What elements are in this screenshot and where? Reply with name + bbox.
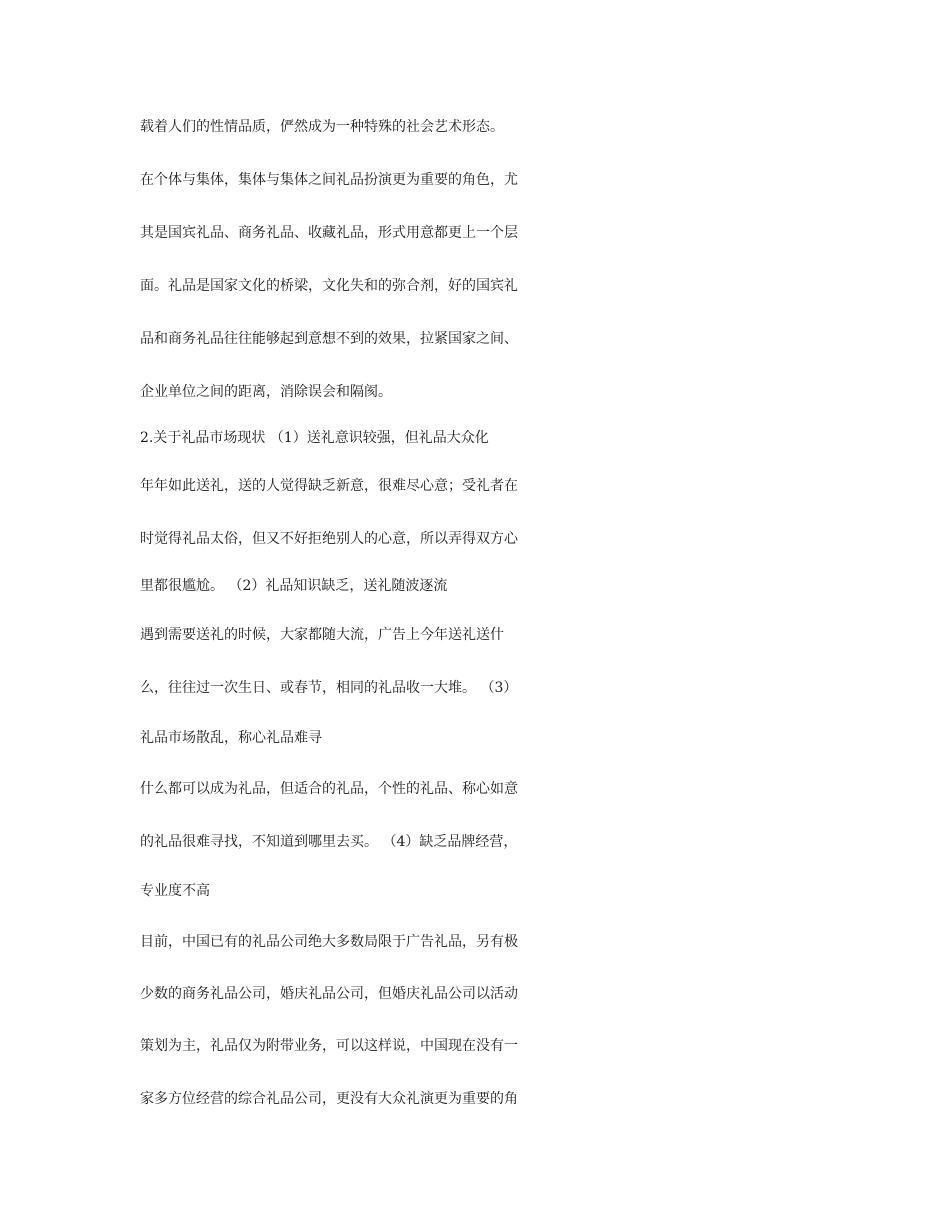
text-line: 企业单位之间的距离，消除误会和隔阂。: [140, 384, 392, 400]
text-line: 目前，中国已有的礼品公司绝大多数局限于广告礼品，另有极: [140, 934, 518, 950]
text-line: 在个体与集体，集体与集体之间礼品扮演更为重要的角色，尤: [140, 172, 518, 188]
text-line: 什么都可以成为礼品，但适合的礼品，个性的礼品、称心如意: [140, 781, 518, 797]
text-line: 时觉得礼品太俗，但又不好拒绝别人的心意，所以弄得双方心: [140, 531, 518, 547]
text-line: 面。礼品是国家文化的桥梁，文化失和的弥合剂，好的国宾礼: [140, 278, 518, 294]
text-line: 其是国宾礼品、商务礼品、收藏礼品，形式用意都更上一个层: [140, 225, 518, 241]
text-line: 策划为主，礼品仅为附带业务，可以这样说，中国现在没有一: [140, 1038, 518, 1054]
text-line: 里都很尴尬。 （2）礼品知识缺乏，送礼随波逐流: [140, 578, 448, 594]
text-line: 礼品市场散乱，称心礼品难寻: [140, 730, 322, 746]
text-line: 品和商务礼品往往能够起到意想不到的效果，拉紧国家之间、: [140, 331, 518, 347]
text-line: 遇到需要送礼的时候，大家都随大流，广告上今年送礼送什: [140, 627, 504, 643]
section-heading: 2.关于礼品市场现状 （1）送礼意识较强，但礼品大众化: [140, 430, 489, 446]
text-line: 载着人们的性情品质，俨然成为一种特殊的社会艺术形态。: [140, 119, 504, 135]
text-line: 少数的商务礼品公司，婚庆礼品公司，但婚庆礼品公司以活动: [140, 986, 518, 1002]
text-line: 的礼品很难寻找，不知道到哪里去买。 （4）缺乏品牌经营，: [140, 834, 518, 850]
text-line: 年年如此送礼，送的人觉得缺乏新意，很难尽心意；受礼者在: [140, 478, 518, 494]
text-line: 专业度不高: [140, 883, 210, 899]
text-line: 家多方位经营的综合礼品公司，更没有大众礼演更为重要的角: [140, 1091, 518, 1107]
text-line: 么，往往过一次生日、或春节，相同的礼品收一大堆。 （3）: [140, 680, 518, 696]
